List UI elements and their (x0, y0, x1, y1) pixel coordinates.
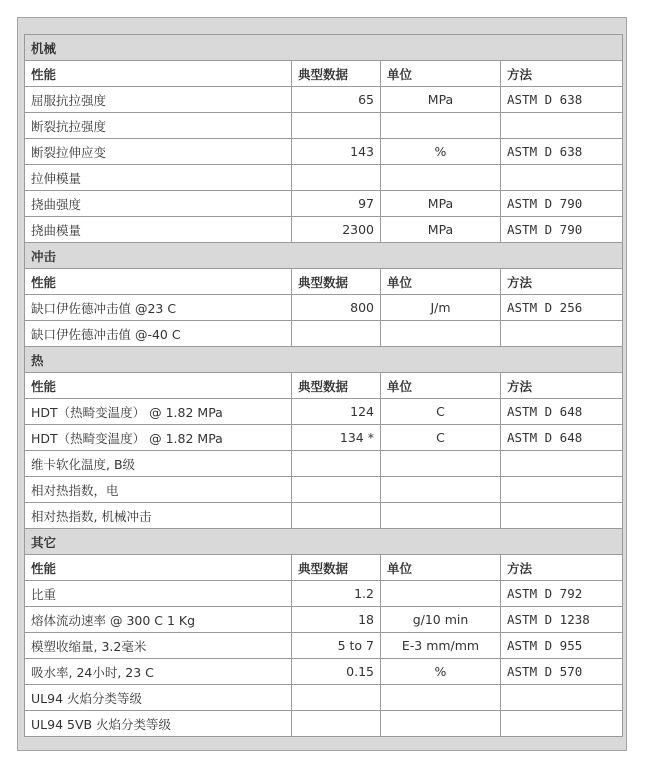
spec-table-frame (17, 17, 627, 751)
table-row (25, 217, 623, 243)
unit-cell: MPa (381, 191, 501, 217)
method-cell (501, 321, 623, 347)
header-property: 性能 (25, 555, 292, 581)
header-unit: 单位 (381, 373, 501, 399)
property-cell: 屈服抗拉强度 (25, 87, 292, 113)
property-cell: 相对热指数，电 (25, 477, 292, 503)
method-cell: ASTM D 570 (501, 659, 623, 685)
header-typical-value: 典型数据 (292, 61, 381, 87)
table-row (25, 399, 623, 425)
method-cell: ASTM D 790 (501, 217, 623, 243)
value-cell (292, 451, 381, 477)
section-title: 冲击 (25, 243, 623, 269)
value-cell (292, 477, 381, 503)
value-cell: 143 (292, 139, 381, 165)
header-unit: 单位 (381, 555, 501, 581)
method-cell: ASTM D 1238 (501, 607, 623, 633)
table-row (25, 321, 623, 347)
column-header-row (25, 61, 623, 87)
unit-cell (381, 477, 501, 503)
property-cell: 吸水率, 24小时, 23 C (25, 659, 292, 685)
table-row (25, 581, 623, 607)
value-cell (292, 503, 381, 529)
value-cell: 2300 (292, 217, 381, 243)
property-cell: 模塑收缩量, 3.2毫米 (25, 633, 292, 659)
property-cell: 维卡软化温度, B级 (25, 451, 292, 477)
property-cell: 缺口伊佐德冲击值 @-40 C (25, 321, 292, 347)
unit-cell: E-3 mm/mm (381, 633, 501, 659)
table-row (25, 659, 623, 685)
table-row (25, 165, 623, 191)
header-typical-value: 典型数据 (292, 555, 381, 581)
property-cell: 断裂抗拉强度 (25, 113, 292, 139)
method-cell (501, 685, 623, 711)
section-title: 机械 (25, 35, 623, 61)
table-row (25, 87, 623, 113)
method-cell: ASTM D 638 (501, 87, 623, 113)
header-property: 性能 (25, 61, 292, 87)
section-row (25, 243, 623, 269)
value-cell (292, 711, 381, 737)
section-row (25, 529, 623, 555)
method-cell: ASTM D 648 (501, 399, 623, 425)
section-row (25, 347, 623, 373)
header-typical-value: 典型数据 (292, 269, 381, 295)
method-cell: ASTM D 648 (501, 425, 623, 451)
column-header-row (25, 373, 623, 399)
unit-cell (381, 321, 501, 347)
table-row (25, 711, 623, 737)
unit-cell (381, 165, 501, 191)
section-row (25, 35, 623, 61)
section-title: 其它 (25, 529, 623, 555)
unit-cell: % (381, 659, 501, 685)
property-cell: 挠曲模量 (25, 217, 292, 243)
method-cell (501, 711, 623, 737)
properties-table (24, 34, 623, 737)
method-cell: ASTM D 256 (501, 295, 623, 321)
unit-cell (381, 503, 501, 529)
method-cell (501, 451, 623, 477)
header-unit: 单位 (381, 269, 501, 295)
header-method: 方法 (501, 61, 623, 87)
unit-cell: C (381, 425, 501, 451)
unit-cell (381, 451, 501, 477)
property-cell: 相对热指数, 机械冲击 (25, 503, 292, 529)
unit-cell (381, 581, 501, 607)
method-cell (501, 477, 623, 503)
column-header-row (25, 555, 623, 581)
unit-cell: % (381, 139, 501, 165)
value-cell (292, 321, 381, 347)
table-row (25, 633, 623, 659)
unit-cell (381, 113, 501, 139)
table-row (25, 425, 623, 451)
property-cell: UL94 火焰分类等级 (25, 685, 292, 711)
property-cell: 断裂拉伸应变 (25, 139, 292, 165)
table-row (25, 685, 623, 711)
value-cell: 97 (292, 191, 381, 217)
value-cell (292, 685, 381, 711)
unit-cell: MPa (381, 87, 501, 113)
property-cell: 熔体流动速率 @ 300 C 1 Kg (25, 607, 292, 633)
unit-cell: J/m (381, 295, 501, 321)
value-cell (292, 165, 381, 191)
value-cell (292, 113, 381, 139)
method-cell: ASTM D 955 (501, 633, 623, 659)
unit-cell: C (381, 399, 501, 425)
header-property: 性能 (25, 269, 292, 295)
method-cell: ASTM D 792 (501, 581, 623, 607)
table-row (25, 113, 623, 139)
value-cell: 18 (292, 607, 381, 633)
property-cell: 拉伸模量 (25, 165, 292, 191)
value-cell: 124 (292, 399, 381, 425)
property-cell: 挠曲强度 (25, 191, 292, 217)
header-property: 性能 (25, 373, 292, 399)
table-row (25, 295, 623, 321)
value-cell: 800 (292, 295, 381, 321)
table-row (25, 607, 623, 633)
table-row (25, 503, 623, 529)
method-cell (501, 503, 623, 529)
header-unit: 单位 (381, 61, 501, 87)
table-row (25, 451, 623, 477)
method-cell: ASTM D 790 (501, 191, 623, 217)
header-method: 方法 (501, 555, 623, 581)
column-header-row (25, 269, 623, 295)
section-title: 热 (25, 347, 623, 373)
property-cell: UL94 5VB 火焰分类等级 (25, 711, 292, 737)
property-cell: HDT（热畸变温度） @ 1.82 MPa (25, 399, 292, 425)
table-row (25, 477, 623, 503)
method-cell (501, 113, 623, 139)
method-cell (501, 165, 623, 191)
header-typical-value: 典型数据 (292, 373, 381, 399)
unit-cell (381, 711, 501, 737)
table-row (25, 139, 623, 165)
unit-cell: g/10 min (381, 607, 501, 633)
property-cell: 缺口伊佐德冲击值 @23 C (25, 295, 292, 321)
unit-cell (381, 685, 501, 711)
property-cell: HDT（热畸变温度） @ 1.82 MPa (25, 425, 292, 451)
value-cell: 134 * (292, 425, 381, 451)
value-cell: 65 (292, 87, 381, 113)
value-cell: 1.2 (292, 581, 381, 607)
method-cell: ASTM D 638 (501, 139, 623, 165)
value-cell: 5 to 7 (292, 633, 381, 659)
property-cell: 比重 (25, 581, 292, 607)
value-cell: 0.15 (292, 659, 381, 685)
unit-cell: MPa (381, 217, 501, 243)
header-method: 方法 (501, 269, 623, 295)
table-row (25, 191, 623, 217)
header-method: 方法 (501, 373, 623, 399)
